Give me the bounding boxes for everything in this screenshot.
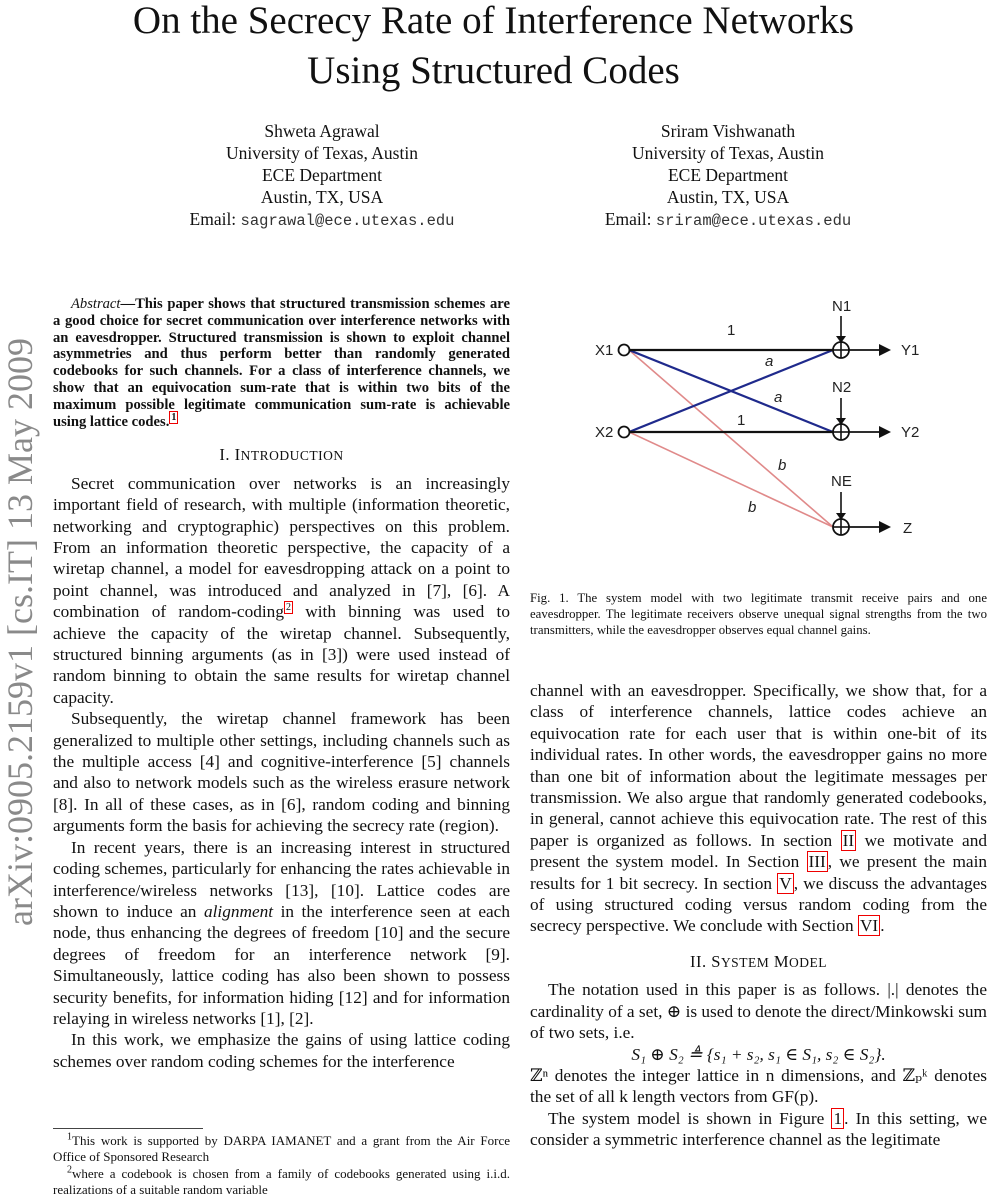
author-block-2 — [563, 120, 893, 232]
adder-eve — [833, 519, 849, 535]
footnote-1: $^1$This work is supported by DARPA IAMANET and a grant from the Air Force Office of Sponsored Research — [53, 1131, 510, 1164]
abstract-text: This paper shows that structured transmission schemes are a good choice for secret communication over interference networks with an eavesdropper. Structured transmission is shown to exploit channel asymmetries and thus perform better than randomly generated codebooks for such channels. For a class of interference channels, we show that an equivocation sum-rate that is within two bits of the maximum possible legitimate communication sum-rate is achievable using lattice codes. — [53, 296, 510, 430]
left-column — [53, 296, 510, 1072]
author-location: Austin, TX, USA — [260, 187, 384, 207]
intro-paragraph-4: In this work, we emphasize the gains of using lattice coding schemes over random coding schemes for the interference — [53, 1030, 510, 1071]
section-ref-III[interactable]: III — [808, 852, 826, 872]
system-paragraph-2: ℤⁿ denotes the integer lattice in n dimensions, and ℤₚᵏ denotes the set of all k length vectors from GF(p). — [530, 1065, 987, 1107]
emphasis-alignment: alignment — [203, 901, 274, 921]
author-name: Sriram Vishwanath — [660, 121, 796, 141]
arxiv-stamp: arXiv:0905.2159v1 [cs.IT] 13 May 2009 — [0, 338, 40, 926]
author-location: Austin, TX, USA — [666, 187, 790, 207]
title-line-2: Using Structured Codes — [307, 49, 680, 92]
gain-cross-2: a — [774, 389, 783, 406]
intro-paragraph-1: Secret communication over networks is an increasingly important field of research, with multiple (information theoretic, networking and cryptographic) perspectives on this problem. From an information theoretic perspective, the capacity of a wiretap channel, a model for eavesdropping attack on a point to point channel, was introduced and analyzed in [7], [6]. A combination of random-coding $^2$ with binning was used to achieve the capacity of the wiretap channel. Subsequently, structured binning arguments (as in [3]) were used instead of random binning to obtain the same results for wiretap channel capacity. — [53, 473, 510, 707]
system-model-figure — [575, 292, 975, 562]
label-n1: N1 — [832, 298, 852, 315]
gain-cross-1: a — [765, 353, 774, 370]
label-y1: Y1 — [901, 342, 920, 359]
intro-paragraph-2: Subsequently, the wiretap channel framework has been generalized to multiple other settings, including channels such as the multiple access [4] and cognitive-interference [5] channels and also to network models such as the wireless erasure network [8]. In all of these cases, as in [6], random coding and binning arguments form the basis for achieving the secrecy rate (region). — [53, 709, 510, 836]
section-heading-introduction: I. INTRODUCTION — [219, 445, 344, 465]
section-ref-VI[interactable]: VI — [859, 916, 879, 936]
system-paragraph-3: The system model is shown in Figure 1 . In this setting, we consider a symmetric interference channel as the legitimate — [530, 1108, 987, 1150]
label-n2: N2 — [832, 379, 852, 396]
footnote-2: $^2$where a codebook is chosen from a family of codebooks generated using i.i.d. realizations of a suitable random variable — [53, 1164, 510, 1197]
title-line-1: On the Secrecy Rate of Interference Networks — [132, 0, 855, 42]
author-email[interactable]: sriram@ece.utexas.edu — [655, 212, 852, 230]
author-email[interactable]: sagrawal@ece.utexas.edu — [240, 212, 455, 230]
gain-eve-1: b — [778, 457, 787, 474]
author-email-line: Email: sagrawal@ece.utexas.edu — [189, 209, 455, 230]
author-email-line: Email: sriram@ece.utexas.edu — [604, 209, 852, 230]
link-x2-eve — [629, 432, 833, 527]
right-column — [530, 680, 987, 1151]
label-x2: X2 — [595, 424, 614, 441]
intro-paragraph-3: In recent years, there is an increasing interest in structured coding schemes, particularly for enhancing the rates achievable in interference/wireless networks [13], [10]. Lattice codes are shown to induce an alignment in the interference seen at each node, thus enhancing the degrees of freedom [10] and the secure degrees of freedom for an interference network [9]. Simultaneously, lattice coding has also been shown to possess security benefits, for information hiding [12] and for information relaying in wireless networks [1], [2]. — [53, 837, 510, 1028]
author-name: Shweta Agrawal — [264, 121, 380, 141]
label-z: Z — [903, 520, 913, 537]
label-y2: Y2 — [901, 424, 920, 441]
label-ne: NE — [831, 473, 852, 490]
gain-direct-2: 1 — [737, 412, 746, 429]
figure-caption: Fig. 1. The system model with two legitimate transmit receive pairs and one eavesdropper. The legitimate receivers observe unequal signal strengths from the two transmitters, while the eavesdropper observes equal channel gains. — [530, 591, 987, 637]
tx-node-1 — [619, 345, 630, 356]
section-ref-V[interactable]: V — [779, 873, 792, 893]
footnote-rule — [53, 1128, 203, 1129]
gain-direct-1: 1 — [727, 322, 736, 339]
right-paragraph-1: channel with an eavesdropper. Specifically, we show that, for a class of interference channels, lattice codes achieve an equivocation rate for each user that is within one-bit of its individual rates. In other words, the eavesdropper gains no more than one bit of information about the legitimate messages per transmission. We also argue that randomly generated codebooks, in general, cannot achieve this equivocation rate. The rest of this paper is organized as follows. In section II we motivate and present the system model. In Section III , we present the main results for 1 bit secrecy. In section V , we discuss the advantages of using structured coding versus random coding from the secrecy perspective. We conclude with Section VI . — [530, 681, 987, 936]
section-heading-system-model: II. SYSTEM MODEL — [690, 951, 827, 971]
arrow-head-icon — [879, 426, 891, 438]
adder-1 — [833, 342, 849, 358]
section-ref-II[interactable]: II — [842, 830, 855, 850]
footnote-ref-1[interactable]: 1 — [171, 411, 177, 423]
footnote-ref-2[interactable]: 2 — [285, 602, 291, 614]
equation-minkowski-sum: S₁ ⊕ S₂ ≜ {s₁ + s₂, s₁ ∈ S₁, s₂ ∈ S₂}. — [631, 1044, 886, 1064]
figure-ref-1[interactable]: 1 — [833, 1108, 843, 1128]
author-block-1 — [157, 120, 487, 232]
arrow-head-icon — [879, 344, 891, 356]
system-paragraph-1: The notation used in this paper is as follows. |.| denotes the cardinality of a set, ⊕ is used to denote the direct/Minkowski sum of two sets, i.e. — [530, 980, 987, 1043]
tx-node-2 — [619, 427, 630, 438]
abstract-label: Abstract — [71, 296, 121, 312]
abstract: Abstract—This paper shows that structured transmission schemes are a good choice for secret communication over interference networks with an eavesdropper. Structured transmission is shown to exploit channel asymmetries and thus perform better than randomly generated codebooks for such channels. For a class of interference channels, we show that an equivocation sum-rate that is within two bits of the maximum possible legitimate communication sum-rate is achievable using lattice codes. $^1$ — [53, 296, 510, 430]
link-x1-eve — [629, 350, 833, 527]
label-x1: X1 — [595, 342, 614, 359]
adder-2 — [833, 424, 849, 440]
author-department: ECE Department — [667, 165, 789, 185]
author-affiliation: University of Texas, Austin — [632, 143, 824, 163]
author-department: ECE Department — [261, 165, 383, 185]
arrow-head-icon — [879, 521, 891, 533]
author-affiliation: University of Texas, Austin — [226, 143, 418, 163]
paper-title — [0, 0, 987, 96]
gain-eve-2: b — [748, 499, 757, 516]
footnotes — [53, 1128, 510, 1199]
